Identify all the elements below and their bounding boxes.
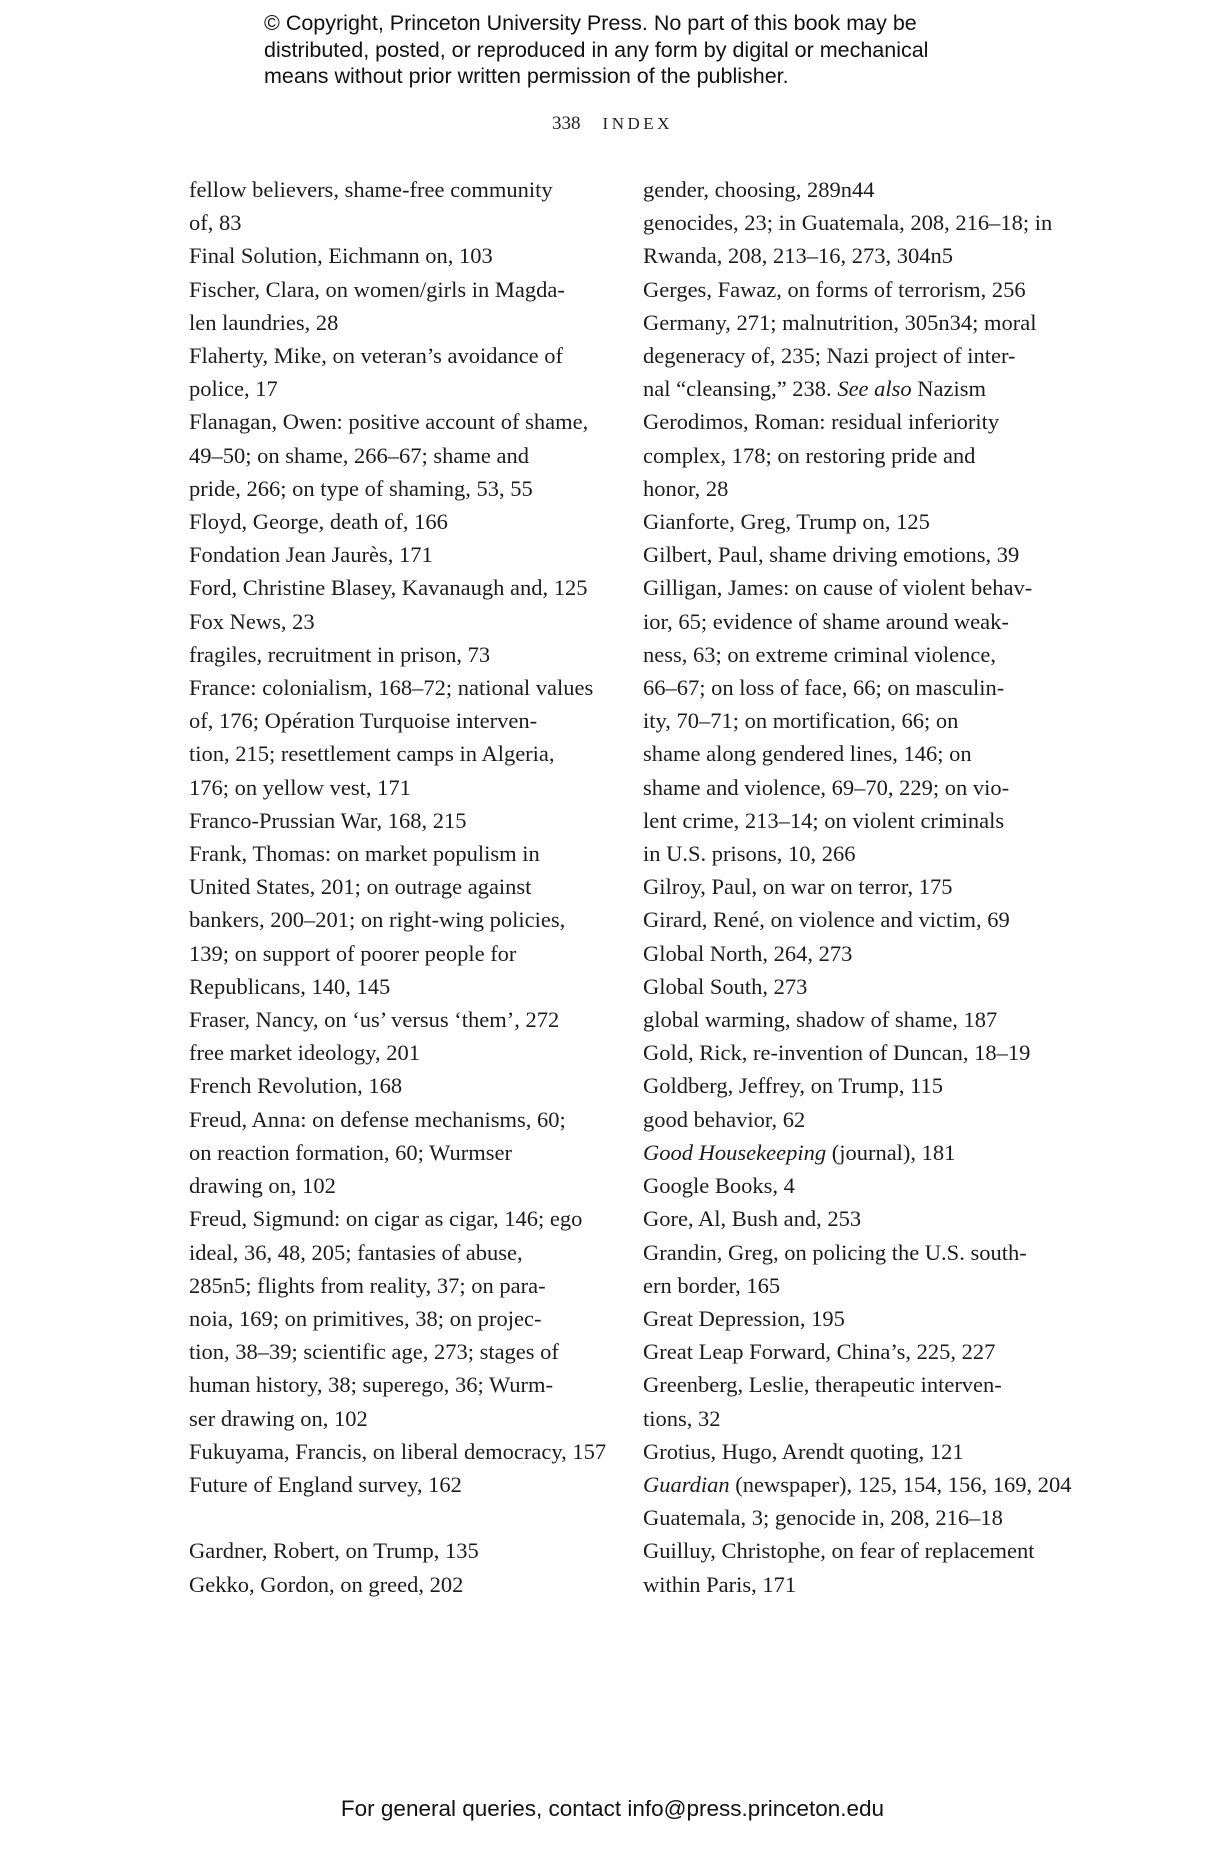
- index-entry-line: Fondation Jean Jaurès, 171: [189, 542, 433, 568]
- index-entry-line: shame and violence, 69–70, 229; on vio-: [643, 774, 1010, 800]
- index-entry-line: in U.S. prisons, 10, 266: [643, 841, 856, 867]
- index-entry: [643, 1368, 1063, 1434]
- index-entry-line: Fischer, Clara, on women/girls in Magda-: [189, 276, 565, 302]
- index-entry: [643, 1169, 1063, 1202]
- index-entry: [643, 970, 1063, 1003]
- index-entry-line: Flanagan, Owen: positive account of shame,: [189, 409, 589, 435]
- index-entry-line: Republicans, 140, 145: [189, 973, 391, 999]
- index-entry-line: honor, 28: [643, 475, 729, 501]
- index-entry-line: len laundries, 28: [189, 309, 339, 335]
- index-entry-line: Future of England survey, 162: [189, 1471, 462, 1497]
- index-entry-line: degeneracy of, 235; Nazi project of inter-: [643, 343, 1016, 369]
- index-entry: [643, 1302, 1063, 1335]
- index-entry-line: police, 17: [189, 376, 278, 402]
- index-entry: [189, 1202, 609, 1434]
- index-entry-line: Gardner, Robert, on Trump, 135: [189, 1538, 479, 1564]
- index-entry-line: 139; on support of poorer people for: [189, 940, 517, 966]
- index-entry-line: Freud, Sigmund: on cigar as cigar, 146; ego: [189, 1206, 583, 1232]
- index-entry: [643, 1435, 1063, 1468]
- index-entry: [189, 538, 609, 571]
- index-entry: [189, 505, 609, 538]
- index-entry-line: Fukuyama, Francis, on liberal democracy, 157: [189, 1438, 607, 1464]
- index-entry-line: Greenberg, Leslie, therapeutic interven-: [643, 1372, 1002, 1398]
- index-entry-line: of, 83: [189, 210, 242, 236]
- index-entry-line: noia, 169; on primitives, 38; on projec-: [189, 1305, 542, 1331]
- index-entry-line: Gilroy, Paul, on war on terror, 175: [643, 874, 953, 900]
- index-entry-line: ser drawing on, 102: [189, 1405, 368, 1431]
- index-column-right: [643, 173, 1072, 1601]
- footer-contact: For general queries, contact info@press.princeton.edu: [340, 1796, 885, 1821]
- index-entry: [643, 273, 1063, 306]
- index-entry-line: Rwanda, 208, 213–16, 273, 304n5: [643, 243, 953, 269]
- index-entry-line: shame along gendered lines, 146; on: [643, 741, 972, 767]
- index-entry-line: Guatemala, 3; genocide in, 208, 216–18: [643, 1505, 1003, 1531]
- index-entry-line: good behavior, 62: [643, 1106, 806, 1132]
- index-entry-line: tion, 38–39; scientific age, 273; stages of: [189, 1339, 559, 1365]
- index-entry: [189, 671, 609, 804]
- index-entry: [189, 1468, 609, 1501]
- index-entry-line: Gore, Al, Bush and, 253: [643, 1206, 862, 1232]
- index-entry: [643, 1501, 1063, 1534]
- index-entry-line: 285n5; flights from reality, 37; on para-: [189, 1272, 546, 1298]
- index-entry-line: fragiles, recruitment in prison, 73: [189, 641, 491, 667]
- index-entry: [189, 804, 609, 837]
- section-title: INDEX: [602, 114, 673, 133]
- index-entry: [643, 903, 1063, 936]
- index-entry: [189, 273, 609, 339]
- index-entry: [189, 1003, 609, 1036]
- index-entry: [189, 339, 609, 405]
- index-entry-line: Final Solution, Eichmann on, 103: [189, 243, 493, 269]
- index-entry-line: ior, 65; evidence of shame around weak-: [643, 608, 1009, 634]
- index-entry-line: bankers, 200–201; on right-wing policies,: [189, 907, 566, 933]
- index-entry-line: global warming, shadow of shame, 187: [643, 1007, 998, 1033]
- index-column-left: [189, 173, 609, 1601]
- index-entry-line: tions, 32: [643, 1405, 721, 1431]
- index-entry-line: ideal, 36, 48, 205; fantasies of abuse,: [189, 1239, 523, 1265]
- index-entry-line: Guardian (newspaper), 125, 154, 156, 169, 204: [643, 1471, 1072, 1497]
- index-entry-line: ity, 70–71; on mortification, 66; on: [643, 708, 959, 734]
- index-entry: [643, 505, 1063, 538]
- index-entry: [189, 638, 609, 671]
- index-entry: [189, 837, 609, 1003]
- index-entry-line: Frank, Thomas: on market populism in: [189, 841, 540, 867]
- index-entry: [643, 1202, 1063, 1235]
- index-entry-line: 66–67; on loss of face, 66; on masculin-: [643, 675, 1005, 701]
- index-entry: [189, 405, 609, 505]
- index-entry: [643, 1335, 1063, 1368]
- index-entry-line: Gold, Rick, re-invention of Duncan, 18–19: [643, 1040, 1031, 1066]
- index-entry-line: Guilluy, Christophe, on fear of replacement: [643, 1538, 1035, 1564]
- index-entry-line: Great Depression, 195: [643, 1305, 845, 1331]
- index-entry-line: Good Housekeeping (journal), 181: [643, 1139, 956, 1165]
- index-entry-line: within Paris, 171: [643, 1571, 797, 1597]
- index-entry: [643, 1069, 1063, 1102]
- index-entry-line: fellow believers, shame-free community: [189, 177, 553, 202]
- index-entry-line: lent crime, 213–14; on violent criminals: [643, 807, 1005, 833]
- index-entry-line: Ford, Christine Blasey, Kavanaugh and, 125: [189, 575, 588, 601]
- index-entry-line: Gerodimos, Roman: residual inferiority: [643, 409, 1000, 435]
- running-head: [0, 113, 1225, 135]
- index-entry: [643, 405, 1063, 505]
- index-entry: [643, 571, 1063, 870]
- index-entry-line: human history, 38; superego, 36; Wurm-: [189, 1372, 554, 1398]
- index-entry: [643, 1534, 1063, 1600]
- index-entry-line: complex, 178; on restoring pride and: [643, 442, 976, 468]
- index-entry-line: Gilligan, James: on cause of violent behav-: [643, 575, 1033, 601]
- index-entry: [189, 1103, 609, 1203]
- index-entry-line: pride, 266; on type of shaming, 53, 55: [189, 475, 533, 501]
- index-entry-line: Great Leap Forward, China’s, 225, 227: [643, 1339, 996, 1365]
- index-entry-line: Floyd, George, death of, 166: [189, 509, 448, 535]
- index-entry-line: France: colonialism, 168–72; national values: [189, 675, 594, 701]
- copyright-line: means without prior written permission of the publisher.: [264, 64, 789, 88]
- index-entry-line: drawing on, 102: [189, 1173, 336, 1199]
- index-entry: [189, 605, 609, 638]
- copyright-line: distributed, posted, or reproduced in any form by digital or mechanical: [264, 37, 929, 62]
- index-entry: [189, 1069, 609, 1102]
- index-entry: [643, 1003, 1063, 1036]
- index-entry-line: Gianforte, Greg, Trump on, 125: [643, 509, 930, 535]
- index-entry-line: French Revolution, 168: [189, 1073, 403, 1099]
- index-entry-line: Gerges, Fawaz, on forms of terrorism, 256: [643, 276, 1026, 302]
- index-entry-line: Gekko, Gordon, on greed, 202: [189, 1571, 464, 1597]
- index-entry-line: Grandin, Greg, on policing the U.S. south-: [643, 1239, 1027, 1265]
- index-entry-line: Gilbert, Paul, shame driving emotions, 39: [643, 542, 1020, 568]
- index-entry: [189, 1568, 609, 1601]
- index-entry: [643, 937, 1063, 970]
- index-entry-line: Girard, René, on violence and victim, 69: [643, 907, 1010, 933]
- index-entry: [643, 1103, 1063, 1136]
- index-entry: [189, 1036, 609, 1069]
- index-entry-line: Fox News, 23: [189, 608, 315, 634]
- index-entry-line: genocides, 23; in Guatemala, 208, 216–18; in: [643, 210, 1053, 236]
- copyright-notice: [264, 10, 1024, 90]
- index-entry-line: Franco-Prussian War, 168, 215: [189, 807, 467, 833]
- index-entry: [643, 306, 1063, 406]
- index-entry: [643, 1468, 1072, 1501]
- copyright-line: © Copyright, Princeton University Press. No part of this book may be: [264, 11, 917, 35]
- index-entry-line: free market ideology, 201: [189, 1040, 420, 1066]
- index-entry-line: ern border, 165: [643, 1272, 781, 1298]
- index-entry-line: of, 176; Opération Turquoise interven-: [189, 708, 538, 734]
- index-entry-line: 176; on yellow vest, 171: [189, 774, 411, 800]
- index-entry-line: Fraser, Nancy, on ‘us’ versus ‘them’, 272: [189, 1007, 560, 1033]
- index-entry-line: ness, 63; on extreme criminal violence,: [643, 641, 997, 667]
- index-entry-line: 49–50; on shame, 266–67; shame and: [189, 442, 529, 468]
- index-entry: [189, 1534, 609, 1567]
- index-entry: [189, 173, 609, 239]
- index-entry-line: Google Books, 4: [643, 1173, 795, 1199]
- index-entry-line: Germany, 271; malnutrition, 305n34; moral: [643, 309, 1037, 335]
- index-entry-line: Goldberg, Jeffrey, on Trump, 115: [643, 1073, 943, 1099]
- index-entry: [643, 173, 1063, 206]
- index-entry-line: tion, 215; resettlement camps in Algeria,: [189, 741, 555, 767]
- index-entry-line: nal “cleansing,” 238. See also Nazism: [643, 376, 987, 402]
- index-entry: [643, 538, 1063, 571]
- index-entry: [189, 1435, 609, 1468]
- index-entry: [189, 571, 609, 604]
- index-entry-line: Global North, 264, 273: [643, 940, 853, 966]
- index-entry-line: Global South, 273: [643, 973, 808, 999]
- index-entry: [189, 239, 609, 272]
- index-entry-line: Flaherty, Mike, on veteran’s avoidance of: [189, 343, 564, 369]
- index-entry: [643, 1136, 1063, 1169]
- index-entry: [643, 870, 1063, 903]
- index-entry-line: on reaction formation, 60; Wurmser: [189, 1139, 512, 1165]
- index-entry: [643, 1036, 1063, 1069]
- page-number: 338: [552, 113, 581, 134]
- index-entry-line: Grotius, Hugo, Arendt quoting, 121: [643, 1438, 964, 1464]
- index-entry: [643, 1236, 1063, 1302]
- index-entry-line: United States, 201; on outrage against: [189, 874, 532, 900]
- index-entry-line: Freud, Anna: on defense mechanisms, 60;: [189, 1106, 566, 1132]
- section-gap: [189, 1501, 609, 1534]
- index-entry: [643, 206, 1063, 272]
- index-entry-line: gender, choosing, 289n44: [643, 177, 875, 202]
